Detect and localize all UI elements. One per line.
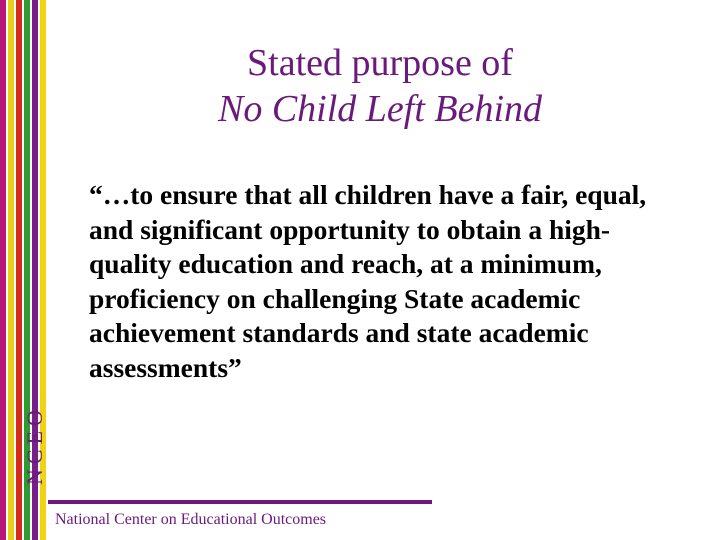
title-line-2: No Child Left Behind <box>217 88 543 130</box>
title-line-1: Stated purpose of <box>247 42 513 84</box>
sidebar-logo-text: NCEO <box>22 405 47 485</box>
stripe-magenta <box>0 0 6 540</box>
footer-text: National Center on Educational Outcomes <box>55 511 327 528</box>
slide-title <box>150 40 610 132</box>
body-quote: “…to ensure that all children have a fair, equal, and significant opportunity to obtain a high-quality education and reach, at a minimum, proficiency on challenging State academic achievement standards and state academic assessments” <box>89 179 647 383</box>
footer-divider <box>48 500 432 504</box>
stripe-yellow <box>8 0 14 540</box>
